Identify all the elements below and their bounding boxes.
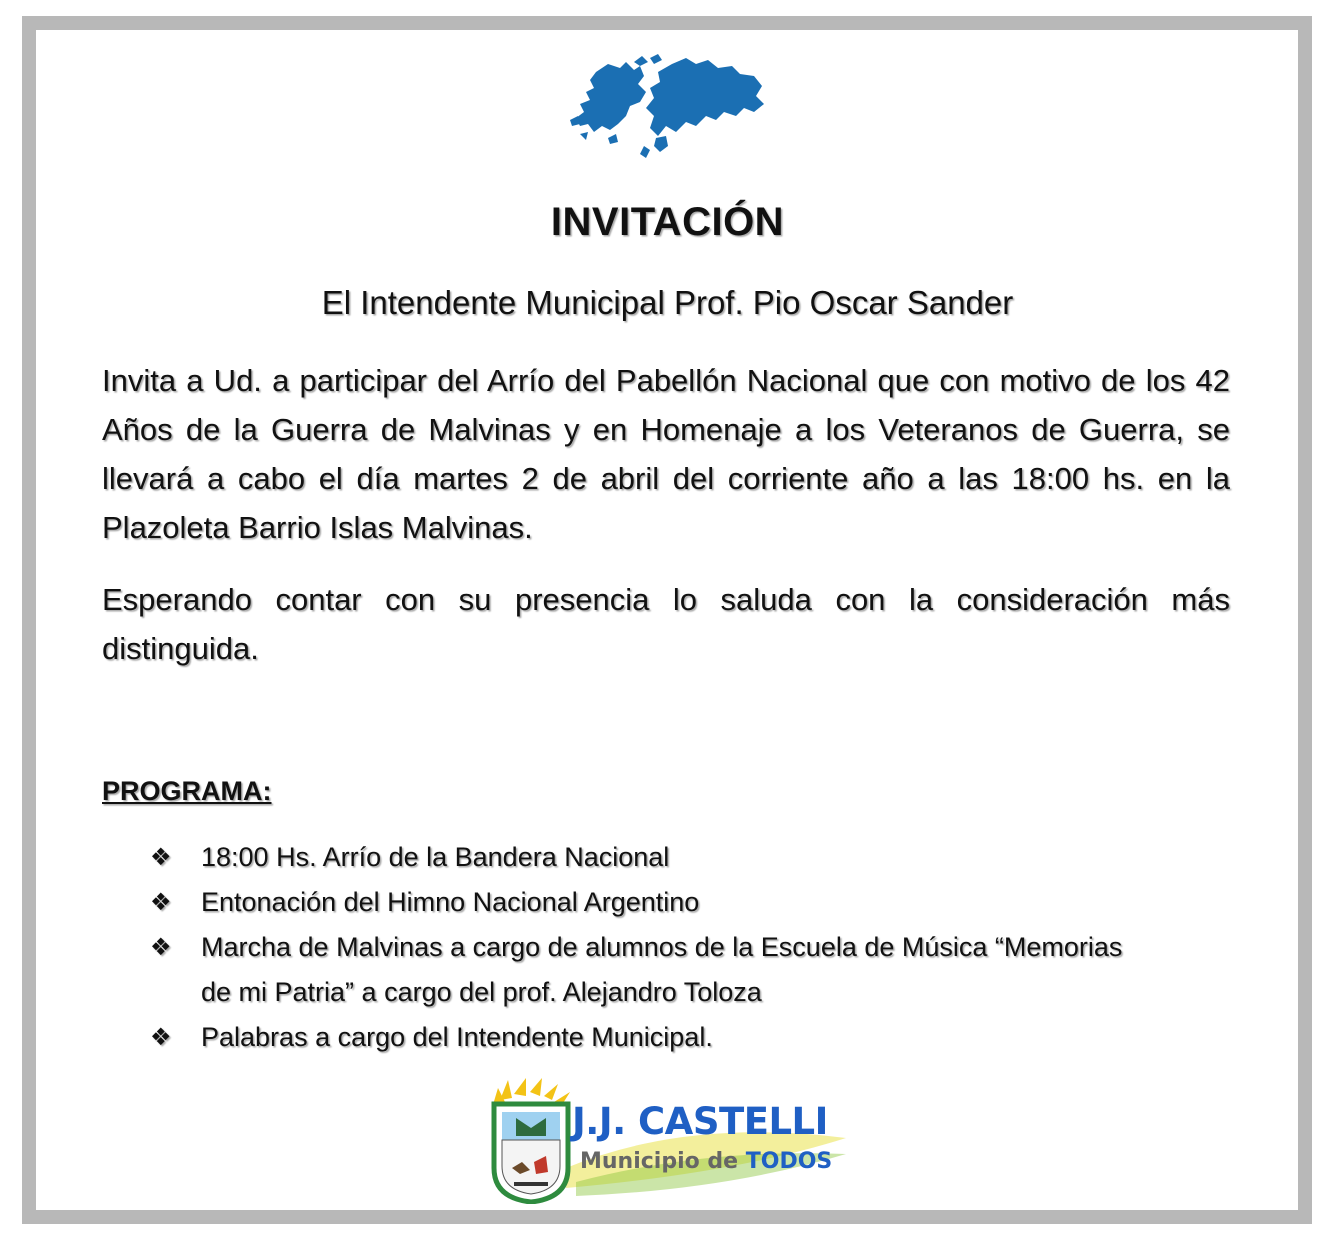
- invitation-paragraph: Invita a Ud. a participar del Arrío del Pabellón Nacional que con motivo de los 42 Años de la Guerra de Malvinas y en Homenaje a los Veteranos de Guerra, se llevará a cabo el día martes 2 de abril del corriente año a las 18:00 hs. en la Plazoleta Barrio Islas Malvinas.: [102, 363, 1230, 545]
- closing-paragraph: Esperando contar con su presencia lo saluda con la consideración más distinguida.: [102, 582, 1230, 666]
- four-diamond-bullet-icon: ❖: [150, 1024, 172, 1051]
- four-diamond-bullet-icon: ❖: [150, 889, 172, 916]
- program-item-text: Marcha de Malvinas a cargo de alumnos de la Escuela de Música “Memorias de mi Patria” a cargo del prof. Alejandro Toloza: [201, 932, 1123, 1007]
- logo-tagline-prefix: Municipio de: [580, 1149, 739, 1174]
- list-item: [150, 925, 1150, 1015]
- list-item: [150, 1015, 1150, 1060]
- list-item: [150, 880, 1150, 925]
- invitation-subtitle: El Intendente Municipal Prof. Pio Oscar Sander: [321, 284, 1014, 321]
- program-item-text: Palabras a cargo del Intendente Municipal.: [201, 1022, 713, 1052]
- logo-tagline-accent: TODOS: [745, 1149, 833, 1174]
- malvinas-islands-map-icon: [568, 54, 768, 166]
- invitation-title: INVITACIÓN: [550, 200, 785, 244]
- logo-tagline: [580, 1149, 832, 1174]
- four-diamond-bullet-icon: ❖: [150, 934, 172, 961]
- program-item-text: Entonación del Himno Nacional Argentino: [201, 887, 700, 917]
- four-diamond-bullet-icon: ❖: [150, 844, 172, 871]
- program-heading: PROGRAMA:: [102, 776, 272, 806]
- program-item-text: 18:00 Hs. Arrío de la Bandera Nacional: [201, 842, 670, 872]
- list-item: [150, 835, 1150, 880]
- program-list: [150, 835, 1150, 1060]
- logo-name: J.J. CASTELLI: [572, 1100, 828, 1143]
